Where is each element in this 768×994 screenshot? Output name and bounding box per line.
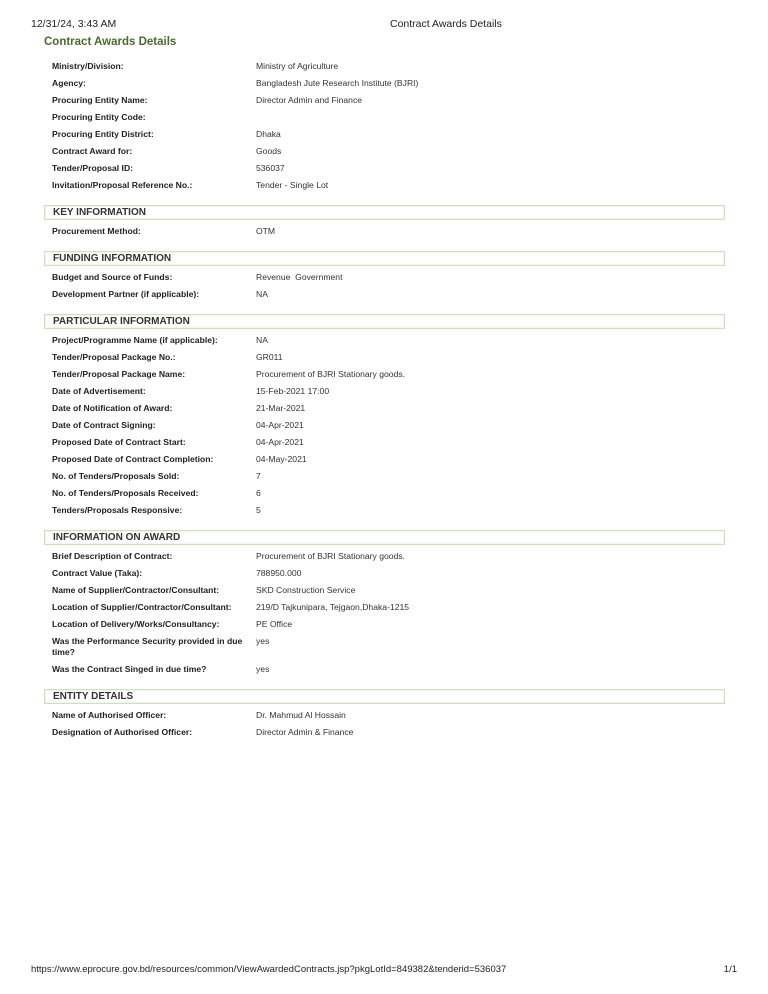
field-label: Contract Award for: bbox=[52, 146, 133, 156]
field-label: Development Partner (if applicable): bbox=[52, 289, 200, 299]
field-value: NA bbox=[256, 289, 268, 299]
field-label: Tender/Proposal ID: bbox=[52, 163, 134, 173]
field-label: Budget and Source of Funds: bbox=[52, 272, 173, 282]
field-value: 788950.000 bbox=[256, 568, 302, 578]
field-value: NA bbox=[256, 335, 268, 345]
field-row-delivery-location bbox=[44, 618, 725, 635]
field-label: Was the Contract Singed in due time? bbox=[52, 664, 207, 674]
page-title: Contract Awards Details bbox=[44, 36, 177, 48]
field-value: 7 bbox=[256, 471, 261, 481]
field-row-agency bbox=[44, 77, 725, 94]
field-value: 536037 bbox=[256, 163, 285, 173]
field-row-reference-no bbox=[44, 179, 725, 196]
field-label: Proposed Date of Contract Start: bbox=[52, 437, 186, 447]
page-url: https://www.eprocure.gov.bd/resources/common/ViewAwardedContracts.jsp?pkgLotId=849382&tenderid=536037 bbox=[31, 964, 507, 975]
section-header-information-on-award: INFORMATION ON AWARD bbox=[44, 530, 725, 545]
field-value: 6 bbox=[256, 488, 261, 498]
section-header-funding-information: FUNDING INFORMATION bbox=[44, 251, 725, 266]
field-value: Procurement of BJRI Stationary goods. bbox=[256, 551, 406, 561]
field-row-performance-security bbox=[44, 635, 725, 663]
field-value: yes bbox=[256, 664, 270, 674]
field-value: 15-Feb-2021 17:00 bbox=[256, 386, 330, 396]
field-label: Ministry/Division: bbox=[52, 61, 124, 71]
field-row-start-date bbox=[44, 436, 725, 453]
print-header bbox=[31, 18, 737, 32]
field-row-officer-designation bbox=[44, 726, 725, 743]
field-row-package-name bbox=[44, 368, 725, 385]
print-title: Contract Awards Details bbox=[390, 18, 502, 30]
field-row-tenders-responsive bbox=[44, 504, 725, 521]
field-value: Goods bbox=[256, 146, 282, 156]
field-label: Proposed Date of Contract Completion: bbox=[52, 454, 214, 464]
field-label: Designation of Authorised Officer: bbox=[52, 727, 193, 737]
field-row-completion-date bbox=[44, 453, 725, 470]
page-number: 1/1 bbox=[723, 964, 737, 975]
field-label: No. of Tenders/Proposals Received: bbox=[52, 488, 199, 498]
field-value: Director Admin and Finance bbox=[256, 95, 363, 105]
field-row-development-partner bbox=[44, 288, 725, 305]
field-row-signing-date bbox=[44, 419, 725, 436]
field-row-contract-signed-on-time bbox=[44, 663, 725, 680]
field-label: Tenders/Proposals Responsive: bbox=[52, 505, 183, 515]
field-row-advertisement-date bbox=[44, 385, 725, 402]
field-row-notification-date bbox=[44, 402, 725, 419]
section-header-particular-information: PARTICULAR INFORMATION bbox=[44, 314, 725, 329]
field-value: 04-May-2021 bbox=[256, 454, 307, 464]
field-label: Name of Supplier/Contractor/Consultant: bbox=[52, 585, 220, 595]
field-value: PE Office bbox=[256, 619, 293, 629]
field-value: Bangladesh Jute Research Institute (BJRI) bbox=[256, 78, 419, 88]
field-row-pe-district bbox=[44, 128, 725, 145]
field-value: Revenue Government bbox=[256, 272, 343, 282]
field-row-package-no bbox=[44, 351, 725, 368]
field-row-project-name bbox=[44, 334, 725, 351]
field-label: Location of Delivery/Works/Consultancy: bbox=[52, 619, 220, 629]
field-label: Procuring Entity Code: bbox=[52, 112, 146, 122]
field-label: Procuring Entity Name: bbox=[52, 95, 148, 105]
field-row-pe-code bbox=[44, 111, 725, 128]
field-label: Brief Description of Contract: bbox=[52, 551, 173, 561]
field-value: 21-Mar-2021 bbox=[256, 403, 306, 413]
field-row-supplier-name bbox=[44, 584, 725, 601]
field-row-tender-id bbox=[44, 162, 725, 179]
field-value: Director Admin & Finance bbox=[256, 727, 354, 737]
field-value: Dhaka bbox=[256, 129, 281, 139]
field-value: 219/D Tajkunipara, Tejgaon,Dhaka-1215 bbox=[256, 602, 410, 612]
field-row-tenders-received bbox=[44, 487, 725, 504]
print-footer bbox=[31, 964, 737, 978]
field-value bbox=[256, 112, 725, 123]
field-value: 04-Apr-2021 bbox=[256, 437, 304, 447]
field-label: Date of Contract Signing: bbox=[52, 420, 156, 430]
field-row-tenders-sold bbox=[44, 470, 725, 487]
field-value: Tender - Single Lot bbox=[256, 180, 329, 190]
field-label: Name of Authorised Officer: bbox=[52, 710, 167, 720]
field-row-procurement-method bbox=[44, 225, 725, 242]
field-label: Invitation/Proposal Reference No.: bbox=[52, 180, 193, 190]
field-row-award-for bbox=[44, 145, 725, 162]
field-label: Date of Advertisement: bbox=[52, 386, 146, 396]
print-datetime: 12/31/24, 3:43 AM bbox=[31, 18, 117, 30]
section-header-key-information: KEY INFORMATION bbox=[44, 205, 725, 220]
field-value: 5 bbox=[256, 505, 261, 515]
field-label: Procuring Entity District: bbox=[52, 129, 154, 139]
field-row-budget-source bbox=[44, 271, 725, 288]
field-label: Was the Performance Security provided in due time? bbox=[52, 636, 243, 657]
field-row-contract-value bbox=[44, 567, 725, 584]
field-label: Procurement Method: bbox=[52, 226, 141, 236]
field-row-ministry bbox=[44, 60, 725, 77]
field-value: Procurement of BJRI Stationary goods. bbox=[256, 369, 406, 379]
field-value: GR011 bbox=[256, 352, 283, 362]
general-info bbox=[44, 60, 725, 196]
field-row-officer-name bbox=[44, 709, 725, 726]
field-value: 04-Apr-2021 bbox=[256, 420, 304, 430]
field-label: Date of Notification of Award: bbox=[52, 403, 173, 413]
field-label: No. of Tenders/Proposals Sold: bbox=[52, 471, 180, 481]
field-label: Tender/Proposal Package No.: bbox=[52, 352, 176, 362]
field-label: Project/Programme Name (if applicable): bbox=[52, 335, 218, 345]
field-row-supplier-location bbox=[44, 601, 725, 618]
field-value: Dr. Mahmud Al Hossain bbox=[256, 710, 346, 720]
field-value: SKD Construction Service bbox=[256, 585, 356, 595]
field-row-contract-description bbox=[44, 550, 725, 567]
field-label: Agency: bbox=[52, 78, 86, 88]
field-value: Ministry of Agriculture bbox=[256, 61, 339, 71]
field-label: Contract Value (Taka): bbox=[52, 568, 143, 578]
field-value: yes bbox=[256, 636, 270, 646]
contract-details bbox=[44, 60, 725, 743]
field-value: OTM bbox=[256, 226, 276, 236]
section-header-entity-details: ENTITY DETAILS bbox=[44, 689, 725, 704]
field-row-pe-name bbox=[44, 94, 725, 111]
field-label: Tender/Proposal Package Name: bbox=[52, 369, 186, 379]
field-label: Location of Supplier/Contractor/Consultant: bbox=[52, 602, 232, 612]
